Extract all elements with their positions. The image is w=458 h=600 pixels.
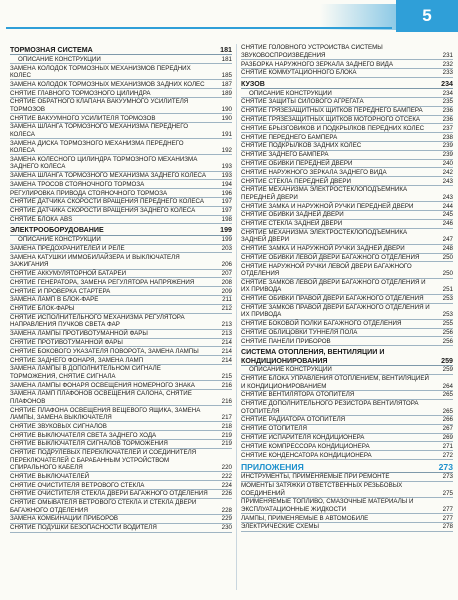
toc-entry: [10, 472, 232, 481]
toc-entry-page: 213: [221, 330, 232, 338]
toc-entry-title: ЗАМЕНА КОЛОДОК ТОРМОЗНЫХ МЕХАНИЗМОВ ЗАДНИХ КОЛЕС: [10, 80, 205, 88]
toc-entry-title: СНЯТИЕ БЛОК-ФАРЫ: [10, 305, 75, 313]
toc-entry: [241, 133, 453, 142]
toc-entry-page: 271: [442, 442, 453, 450]
toc-entry-page: 242: [442, 168, 453, 176]
toc-entry-title: ЗАМЕНА КАТУШКИ ИММОБИЛАЙЗЕРА И ВЫКЛЮЧАТЕЛЯ ЗАЖИГАНИЯ: [10, 253, 180, 269]
toc-entry: [241, 434, 453, 443]
toc-entry: [10, 216, 232, 225]
toc-entry-title: СНЯТИЕ СТЕКЛА ЗАДНЕЙ ДВЕРИ: [241, 220, 343, 228]
toc-entry: [10, 253, 232, 269]
toc-entry: [10, 245, 232, 254]
toc-entry-title: РЕГУЛИРОВКА ПРИВОДА СТОЯНОЧНОГО ТОРМОЗА: [10, 189, 168, 197]
toc-entry-page: 190: [221, 105, 232, 113]
toc-entry-page: 277: [442, 505, 453, 513]
toc-section-heading: [241, 348, 453, 366]
toc-entry-title: СНЯТИЕ КОНДЕНСАТОРА КОНДИЦИОНЕРА: [241, 451, 372, 459]
toc-entry-title: МОМЕНТЫ ЗАТЯЖКИ ОТВЕТСТВЕННЫХ РЕЗЬБОВЫХ СОЕДИНЕНИЙ: [241, 482, 403, 497]
toc-entry-title: СНЯТИЕ ЗВУКОВЫХ СИГНАЛОВ: [10, 422, 107, 430]
toc-entry-page: 218: [221, 422, 232, 430]
toc-entry: [10, 431, 232, 440]
toc-entry-title: СНЯТИЕ БОКОВОЙ ПОЛКИ БАГАЖНОГО ОТДЕЛЕНИЯ: [241, 320, 402, 328]
toc-entry-page: 187: [221, 80, 232, 88]
toc-entry-title: СНЯТИЕ МЕХАНИЗМА ЭЛЕКТРОСТЕКЛОПОДЪЕМНИКА ЗАДНЕЙ ДВЕРИ: [241, 228, 408, 244]
toc-entry: [241, 498, 453, 514]
toc-entry-page: 189: [221, 89, 232, 97]
toc-entry-page: 193: [221, 172, 232, 179]
toc-entry-title: СНЯТИЕ ОБЛИЦОВКИ ТУННЕЛЯ ПОЛА: [241, 328, 358, 336]
toc-entry: [10, 524, 232, 533]
toc-entry-page: 255: [442, 320, 453, 328]
toc-entry: [241, 425, 453, 434]
toc-entry-title: СНЯТИЕ ОТОПИТЕЛЯ: [241, 425, 307, 433]
toc-entry: [10, 330, 232, 339]
toc-entry: [241, 202, 453, 211]
toc-entry: [241, 482, 453, 498]
toc-entry-page: 192: [221, 147, 232, 154]
toc-entry-title: СНЯТИЕ ОБИВКИ ЛЕВОЙ ДВЕРИ БАГАЖНОГО ОТДЕЛЕНИЯ: [241, 253, 420, 261]
toc-entry: [10, 422, 232, 431]
toc-entry-page: 191: [221, 130, 232, 138]
toc-entry-page: 269: [442, 433, 453, 441]
toc-entry-title: СНЯТИЕ СТЕКЛА ПЕРЕДНЕЙ ДВЕРИ: [241, 177, 351, 185]
toc-entry-page: 219: [221, 431, 232, 439]
toc-entry: [10, 207, 232, 216]
toc-entry-title: ЗАМЕНА ЛАМПЫ ПРОТИВОТУМАННОЙ ФАРЫ: [10, 330, 148, 338]
toc-entry-title: СНЯТИЕ ОМЫВАТЕЛЯ ВЕТРОВОГО СТЕКЛА И СТЕКЛА ДВЕРИ БАГАЖНОГО ОТДЕЛЕНИЯ: [10, 499, 197, 514]
toc-entry: [241, 44, 453, 60]
toc-entry-page: 209: [221, 287, 232, 295]
toc-entry-title: СНЯТИЕ ВЫКЛЮЧАТЕЛЯ СИГНАЛОВ ТОРМОЖЕНИЯ: [10, 440, 168, 448]
toc-entry-title: СНЯТИЕ ПОДУШКИ БЕЗОПАСНОСТИ ВОДИТЕЛЯ: [10, 524, 157, 532]
toc-entry-page: 216: [221, 397, 232, 405]
toc-entry-page: 272: [442, 451, 453, 459]
toc-entry-title: СНЯТИЕ ГОЛОВНОГО УСТРОЙСТВА СИСТЕМЫ ЗВУКОВОСПРОИЗВЕДЕНИЯ: [241, 44, 383, 59]
toc-entry-page: 239: [442, 151, 453, 159]
toc-entry: [10, 406, 232, 422]
toc-entry-page: 229: [221, 515, 232, 523]
toc-entry-title: СНЯТИЕ ПРОТИВОТУМАННОЙ ФАРЫ: [10, 338, 123, 346]
toc-entry-page: 234: [442, 89, 453, 97]
toc-entry-title: СНЯТИЕ ДАТЧИКА СКОРОСТИ ВРАЩЕНИЯ ЗАДНЕГО КОЛЕСА: [10, 207, 196, 215]
toc-entry-page: 220: [221, 463, 232, 471]
toc-entry-page: 207: [221, 269, 232, 277]
toc-entry: [10, 440, 232, 449]
toc-entry-title: СНЯТИЕ ОБИВКИ ПРАВОЙ ДВЕРИ БАГАЖНОГО ОТДЕЛЕНИЯ: [241, 295, 424, 303]
toc-entry-title: ПРИЛОЖЕНИЯ: [241, 461, 304, 472]
toc-entry-title: СНЯТИЕ БРЫЗГОВИКОВ И ПОДКРЫЛКОВ ПЕРЕДНИХ КОЛЕС: [241, 124, 425, 132]
toc-entry: [10, 155, 232, 171]
toc-entry-page: 203: [221, 244, 232, 252]
toc-entry-title: СНЯТИЕ ЗАЩИТЫ СИЛОВОГО АГРЕГАТА: [241, 98, 364, 106]
toc-entry-page: 212: [221, 305, 232, 313]
toc-entry-title: СНЯТИЕ АККУМУЛЯТОРНОЙ БАТАРЕИ: [10, 269, 127, 277]
toc-entry: [10, 381, 232, 390]
toc-sub-entry: [10, 236, 232, 245]
toc-entry-title: СНЯТИЕ ИСПОЛНИТЕЛЬНОГО МЕХАНИЗМА РЕГУЛЯТОРА НАПРАВЛЕНИЯ ПУЧКОВ СВЕТА ФАР: [10, 313, 185, 329]
toc-entry-page: 213: [221, 321, 232, 329]
toc-entry-page: 248: [442, 245, 453, 253]
toc-entry-title: ЗАМЕНА КОЛОДОК ТОРМОЗНЫХ МЕХАНИЗМОВ ПЕРЕДНИХ КОЛЕС: [10, 64, 191, 79]
toc-entry-title: ОПИСАНИЕ КОНСТРУКЦИИ: [18, 55, 101, 63]
toc-section-heading: [10, 226, 232, 235]
toc-entry: [241, 98, 453, 107]
toc-entry: [241, 229, 453, 245]
toc-entry-title: ЗАМЕНА ШЛАНГА ТОРМОЗНОГО МЕХАНИЗМА ЗАДНЕГО КОЛЕСА: [10, 172, 206, 179]
toc-entry-title: СНЯТИЕ ВЫКЛЮЧАТЕЛЯ СВЕТА ЗАДНЕГО ХОДА: [10, 431, 157, 439]
toc-entry-title: СНЯТИЕ ОБРАТНОГО КЛАПАНА ВАКУУМНОГО УСИЛИТЕЛЯ ТОРМОЗОВ: [10, 98, 189, 113]
toc-entry-page: 267: [442, 425, 453, 433]
toc-entry: [10, 198, 232, 207]
toc-entry: [241, 442, 453, 451]
toc-entry-page: 211: [222, 296, 232, 304]
toc-entry-page: 256: [442, 328, 453, 336]
toc-entry-page: 273: [438, 461, 453, 472]
toc-entry: [241, 254, 453, 263]
toc-entry-page: 234: [441, 79, 453, 88]
toc-entry-page: 251: [442, 286, 453, 294]
toc-entry-title: СНЯТИЕ ГЛАВНОГО ТОРМОЗНОГО ЦИЛИНДРА: [10, 89, 151, 97]
toc-entry-title: РАЗБОРКА НАРУЖНОГО ЗЕРКАЛА ЗАДНЕГО ВИДА: [241, 60, 393, 68]
toc-sub-entry: [10, 55, 232, 64]
toc-entry-page: 185: [221, 72, 232, 79]
toc-entry-page: 277: [442, 514, 453, 522]
toc-entry-title: СНЯТИЕ И ПРОВЕРКА СТАРТЕРА: [10, 287, 111, 295]
toc-entry-title: ОПИСАНИЕ КОНСТРУКЦИИ: [249, 366, 332, 374]
toc-entry-title: ОПИСАНИЕ КОНСТРУКЦИИ: [18, 236, 101, 244]
toc-entry-title: СНЯТИЕ ВЫКЛЮЧАТЕЛЕЙ: [10, 472, 90, 480]
toc-entry-page: 273: [442, 473, 453, 481]
toc-entry-title: СНЯТИЕ ГРЯЗЕЗАЩИТНЫХ ЩИТКОВ ПЕРЕДНЕГО БАМПЕРА: [241, 107, 423, 115]
toc-entry-title: СНЯТИЕ ОЧИСТИТЕЛЯ ВЕТРОВОГО СТЕКЛА: [10, 481, 145, 489]
toc-entry-title: СНЯТИЕ ГЕНЕРАТОРА, ЗАМЕНА РЕГУЛЯТОРА НАПРЯЖЕНИЯ: [10, 278, 195, 286]
toc-entry: [10, 515, 232, 524]
toc-entry: [10, 499, 232, 515]
toc-entry: [241, 107, 453, 116]
toc-entry-title: ПРИМЕНЯЕМЫЕ ТОПЛИВО, СМАЗОЧНЫЕ МАТЕРИАЛЫ И ЭКСПЛУАТАЦИОННЫЕ ЖИДКОСТИ: [241, 498, 414, 513]
toc-entry: [241, 211, 453, 220]
toc-entry: [10, 180, 232, 189]
toc-entry: [10, 98, 232, 114]
toc-entry: [10, 80, 232, 89]
toc-entry-title: СНЯТИЕ ВЕНТИЛЯТОРА ОТОПИТЕЛЯ: [241, 391, 355, 399]
toc-entry-title: ЗАМЕНА ДИСКА ТОРМОЗНОГО МЕХАНИЗМА ПЕРЕДНЕГО КОЛЕСА: [10, 139, 184, 154]
toc-entry: [10, 139, 232, 155]
toc-entry-title: ЭЛЕКТРИЧЕСКИЕ СХЕМЫ: [241, 523, 320, 531]
toc-entry-title: СНЯТИЕ ОЧИСТИТЕЛЯ СТЕКЛА ДВЕРИ БАГАЖНОГО ОТДЕЛЕНИЯ: [10, 490, 208, 498]
toc-entry-title: СНЯТИЕ ЗАДНЕГО ФОНАРЯ, ЗАМЕНА ЛАМП: [10, 356, 144, 364]
toc-entry-page: 217: [221, 413, 232, 421]
toc-entry-title: ЭЛЕКТРООБОРУДОВАНИЕ: [10, 226, 104, 235]
toc-entry-page: 232: [442, 60, 453, 68]
toc-column-right: [241, 44, 453, 596]
toc-entry-title: КУЗОВ: [241, 79, 265, 88]
toc-entry: [241, 220, 453, 229]
toc-entry-page: 181: [220, 46, 232, 54]
toc-entry: [10, 296, 232, 305]
page-number: 5: [396, 0, 458, 32]
toc-entry: [10, 390, 232, 406]
toc-entry-title: ЗАМЕНА КОМБИНАЦИИ ПРИБОРОВ: [10, 515, 119, 523]
toc-entry-page: 247: [442, 236, 453, 244]
toc-entry-title: СНЯТИЕ БЛОКА ABS: [10, 215, 73, 223]
page-header: [0, 0, 458, 32]
toc-entry-title: ЗАМЕНА ЛАМПЫ В ДОПОЛНИТЕЛЬНОМ СИГНАЛЕ ТОРМОЖЕНИЯ, СНЯТИЕ СИГНАЛА: [10, 365, 161, 380]
toc-entry-page: 214: [221, 347, 232, 355]
toc-entry-title: СНЯТИЕ ОБИВКИ ЗАДНЕЙ ДВЕРИ: [241, 211, 344, 219]
toc-entry-page: 214: [221, 338, 232, 346]
toc-entry-page: 275: [442, 489, 453, 497]
toc-entry: [241, 304, 453, 320]
toc-entry-title: ЗАМЕНА ЛАМП В БЛОК-ФАРЕ: [10, 296, 99, 304]
toc-entry-title: ЗАМЕНА ПРЕДОХРАНИТЕЛЕЙ И РЕЛЕ: [10, 244, 125, 252]
toc-entry-page: 194: [221, 180, 232, 188]
toc-entry: [10, 278, 232, 287]
toc-entry-page: 231: [442, 51, 453, 59]
toc-entry-title: ЗАМЕНА ЛАМП ПЛАФОНОВ ОСВЕЩЕНИЯ САЛОНА, СНЯТИЕ ПЛАФОНОВ: [10, 390, 192, 405]
toc-entry-page: 226: [221, 490, 232, 498]
toc-entry: [10, 339, 232, 348]
toc-entry-page: 181: [221, 55, 232, 63]
toc-entry: [10, 270, 232, 279]
toc-entry-title: СНЯТИЕ ПЛАФОНА ОСВЕЩЕНИЯ ВЕЩЕВОГО ЯЩИКА, ЗАМЕНА ЛАМПЫ, ЗАМЕНА ВЫКЛЮЧАТЕЛЯ: [10, 406, 201, 421]
toc-entry: [10, 314, 232, 330]
toc-entry: [241, 400, 453, 416]
toc-entry-title: СНЯТИЕ ЗАДНЕГО БАМПЕРА: [241, 151, 329, 159]
toc-entry-title: СНЯТИЕ ВАКУУМНОГО УСИЛИТЕЛЯ ТОРМОЗОВ: [10, 114, 156, 122]
toc-entry: [241, 416, 453, 425]
toc-entry: [241, 116, 453, 125]
toc-entry-page: 219: [221, 440, 232, 448]
toc-entry-page: 199: [221, 236, 232, 244]
toc-entry-page: 193: [221, 163, 232, 171]
toc-entry-title: СИСТЕМА ОТОПЛЕНИЯ, ВЕНТИЛЯЦИИ И КОНДИЦИОНИРОВАНИЯ: [241, 348, 385, 365]
toc-main-heading: [241, 462, 453, 473]
toc-entry-page: 245: [442, 211, 453, 219]
toc-entry-page: 259: [441, 356, 453, 365]
toc-entry-page: 266: [442, 416, 453, 424]
toc-entry-page: 264: [442, 382, 453, 390]
toc-entry: [241, 245, 453, 254]
toc-entry: [10, 89, 232, 98]
toc-entry: [241, 337, 453, 346]
toc-entry: [241, 124, 453, 133]
toc-entry: [241, 295, 453, 304]
toc-entry-page: 206: [221, 261, 232, 269]
toc-entry-title: СНЯТИЕ ЗАМКОВ ПРАВОЙ ДВЕРИ БАГАЖНОГО ОТДЕЛЕНИЯ И ИХ ПРИВОДА: [241, 303, 430, 319]
toc-sub-entry: [241, 89, 453, 98]
toc-entry: [10, 347, 232, 356]
toc-entry-title: ЗАМЕНА ЛАМПЫ ФОНАРЯ ОСВЕЩЕНИЯ НОМЕРНОГО ЗНАКА: [10, 381, 195, 389]
toc-entry: [241, 69, 453, 78]
toc-entry-title: СНЯТИЕ ДОПОЛНИТЕЛЬНОГО РЕЗИСТОРА ВЕНТИЛЯТОРА ОТОПИТЕЛЯ: [241, 400, 419, 415]
toc-entry-page: 278: [442, 523, 453, 531]
toc-entry-page: 199: [220, 226, 232, 235]
toc-entry: [241, 151, 453, 160]
toc-entry-title: СНЯТИЕ ИСПАРИТЕЛЯ КОНДИЦИОНЕРА: [241, 433, 365, 441]
toc-entry-title: СНЯТИЕ КОММУТАЦИОННОГО БЛОКА: [241, 69, 357, 77]
toc-entry: [241, 329, 453, 338]
toc-entry-page: 253: [442, 311, 453, 319]
toc-entry-title: СНЯТИЕ ПОДКРЫЛКОВ ЗАДНИХ КОЛЕС: [241, 142, 362, 150]
toc-entry-page: 196: [221, 189, 232, 197]
toc-entry-title: СНЯТИЕ БЛОКА УПРАВЛЕНИЯ ОТОПЛЕНИЕМ, ВЕНТИЛЯЦИЕЙ И КОНДИЦИОНИРОВАНИЕМ: [241, 375, 429, 390]
toc-entry-title: ЗАМЕНА ТРОСОВ СТОЯНОЧНОГО ТОРМОЗА: [10, 180, 145, 188]
toc-entry-title: ИНСТРУМЕНТЫ, ПРИМЕНЯЕМЫЕ ПРИ РЕМОНТЕ: [241, 473, 390, 481]
toc-entry-title: СНЯТИЕ МЕХАНИЗМА ЭЛЕКТРОСТЕКЛОПОДЪЕМНИКА ПЕРЕДНЕЙ ДВЕРИ: [241, 186, 408, 201]
toc-entry-page: 190: [221, 114, 232, 122]
toc-entry: [241, 451, 453, 460]
toc-entry-page: 244: [442, 202, 453, 210]
toc-entry: [241, 262, 453, 278]
toc-entry-page: 259: [442, 366, 453, 374]
toc-entry: [241, 142, 453, 151]
toc-entry-title: СНЯТИЕ ДАТЧИКА СКОРОСТИ ВРАЩЕНИЯ ПЕРЕДНЕГО КОЛЕСА: [10, 198, 205, 206]
toc-entry-title: СНЯТИЕ ЗАМКА И НАРУЖНОЙ РУЧКИ ЗАДНЕЙ ДВЕРИ: [241, 245, 405, 253]
toc-entry-page: 265: [442, 407, 453, 415]
toc-entry-page: 198: [221, 215, 232, 223]
toc-entry: [241, 523, 453, 532]
toc-entry-title: СНЯТИЕ НАРУЖНОГО ЗЕРКАЛА ЗАДНЕГО ВИДА: [241, 168, 387, 176]
toc-entry-title: СНЯТИЕ ОБИВКИ ПЕРЕДНЕЙ ДВЕРИ: [241, 159, 353, 167]
toc-entry-title: СНЯТИЕ НАРУЖНОЙ РУЧКИ ЛЕВОЙ ДВЕРИ БАГАЖНОГО ОТДЕЛЕНИЯ: [241, 262, 412, 278]
toc-entry-title: СНЯТИЕ ЗАМКОВ ЛЕВОЙ ДВЕРИ БАГАЖНОГО ОТДЕЛЕНИЯ И ИХ ПРИВОДА: [241, 278, 426, 294]
toc-column-left: [10, 44, 232, 596]
toc-entry-title: СНЯТИЕ ПОДРУЛЕВЫХ ПЕРЕКЛЮЧАТЕЛЕЙ И СОЕДИНИТЕЛЯ ПЕРЕКЛЮЧАТЕЛЕЙ С БАРАБАННЫМ УСТРОЙСТВОМ СПИРАЛЬНОГО КАБЕЛЯ: [10, 449, 197, 471]
toc-entry-page: 214: [221, 356, 232, 364]
toc-entry: [241, 177, 453, 186]
toc-entry: [10, 365, 232, 381]
toc-entry-page: 253: [442, 295, 453, 303]
toc-entry-page: 215: [221, 372, 232, 380]
toc-entry-page: 240: [442, 159, 453, 167]
toc-entry-page: 228: [221, 506, 232, 514]
toc-entry: [10, 123, 232, 139]
toc-entry-page: 236: [442, 115, 453, 123]
toc-entry-page: 250: [442, 270, 453, 278]
toc-entry: [10, 490, 232, 499]
toc-section-heading: [241, 80, 453, 89]
toc-entry-page: 230: [221, 524, 232, 532]
toc-entry-page: 238: [442, 133, 453, 141]
toc-entry: [241, 375, 453, 391]
toc-sub-entry: [241, 366, 453, 375]
toc-entry-page: 246: [442, 220, 453, 228]
toc-entry: [241, 168, 453, 177]
toc-entry: [241, 473, 453, 482]
toc-entry-title: СНЯТИЕ КОМПРЕССОРА КОНДИЦИОНЕРА: [241, 442, 370, 450]
toc-entry: [10, 189, 232, 198]
toc-entry-title: СНЯТИЕ РАДИАТОРА ОТОПИТЕЛЯ: [241, 416, 346, 424]
toc-entry: [10, 449, 232, 473]
toc-entry: [241, 391, 453, 400]
toc-entry-title: ЛАМПЫ, ПРИМЕНЯЕМЫЕ В АВТОМОБИЛЕ: [241, 514, 369, 522]
toc-entry-page: 224: [221, 481, 232, 489]
toc-entry: [241, 160, 453, 169]
toc-entry-page: 216: [221, 381, 232, 389]
toc-entry-page: 239: [442, 142, 453, 150]
toc-entry-page: 265: [442, 391, 453, 399]
toc-entry-title: СНЯТИЕ ПАНЕЛИ ПРИБОРОВ: [241, 337, 331, 345]
header-gradient: [320, 4, 398, 30]
toc-entry-page: 235: [442, 98, 453, 106]
toc-entry-page: 250: [442, 253, 453, 261]
toc-entry-title: СНЯТИЕ ЗАМКА И НАРУЖНОЙ РУЧКИ ПЕРЕДНЕЙ ДВЕРИ: [241, 202, 414, 210]
toc-entry-page: 233: [442, 69, 453, 77]
toc-entry-page: 256: [442, 337, 453, 345]
toc-entry-page: 243: [442, 193, 453, 201]
toc-entry-page: 237: [442, 124, 453, 132]
toc-entry: [10, 172, 232, 181]
toc-section-heading: [10, 46, 232, 55]
toc-entry-title: СНЯТИЕ ПЕРЕДНЕГО БАМПЕРА: [241, 133, 338, 141]
toc-entry: [241, 514, 453, 523]
toc-entry-page: 243: [442, 177, 453, 185]
toc-entry-page: 208: [221, 278, 232, 286]
toc-entry-title: ЗАМЕНА ШЛАНГА ТОРМОЗНОГО МЕХАНИЗМА ПЕРЕДНЕГО КОЛЕСА: [10, 123, 189, 138]
toc-entry: [241, 186, 453, 202]
toc-entry: [10, 64, 232, 80]
toc-entry-page: 222: [221, 472, 232, 480]
toc-entry-title: ТОРМОЗНАЯ СИСТЕМА: [10, 46, 93, 54]
toc-entry-title: СНЯТИЕ БОКОВОГО УКАЗАТЕЛЯ ПОВОРОТА, ЗАМЕНА ЛАМПЫ: [10, 347, 199, 355]
column-divider: [236, 44, 237, 590]
toc-entry-page: 236: [442, 107, 453, 115]
toc-entry-title: СНЯТИЕ ГРЯЗЕЗАЩИТНЫХ ЩИТКОВ МОТОРНОГО ОТСЕКА: [241, 115, 421, 123]
toc-entry-page: 197: [221, 198, 232, 206]
toc-entry: [10, 114, 232, 123]
toc-entry: [10, 287, 232, 296]
toc-entry: [10, 305, 232, 314]
toc-entry: [241, 279, 453, 295]
toc-entry: [241, 60, 453, 69]
toc-entry-page: 197: [221, 207, 232, 215]
toc-entry: [10, 481, 232, 490]
toc-entry-title: ЗАМЕНА КОЛЕСНОГО ЦИЛИНДРА ТОРМОЗНОГО МЕХАНИЗМА ЗАДНЕГО КОЛЕСА: [10, 155, 198, 171]
toc-entry: [241, 320, 453, 329]
toc-entry: [10, 356, 232, 365]
toc-entry-title: ОПИСАНИЕ КОНСТРУКЦИИ: [249, 89, 332, 97]
